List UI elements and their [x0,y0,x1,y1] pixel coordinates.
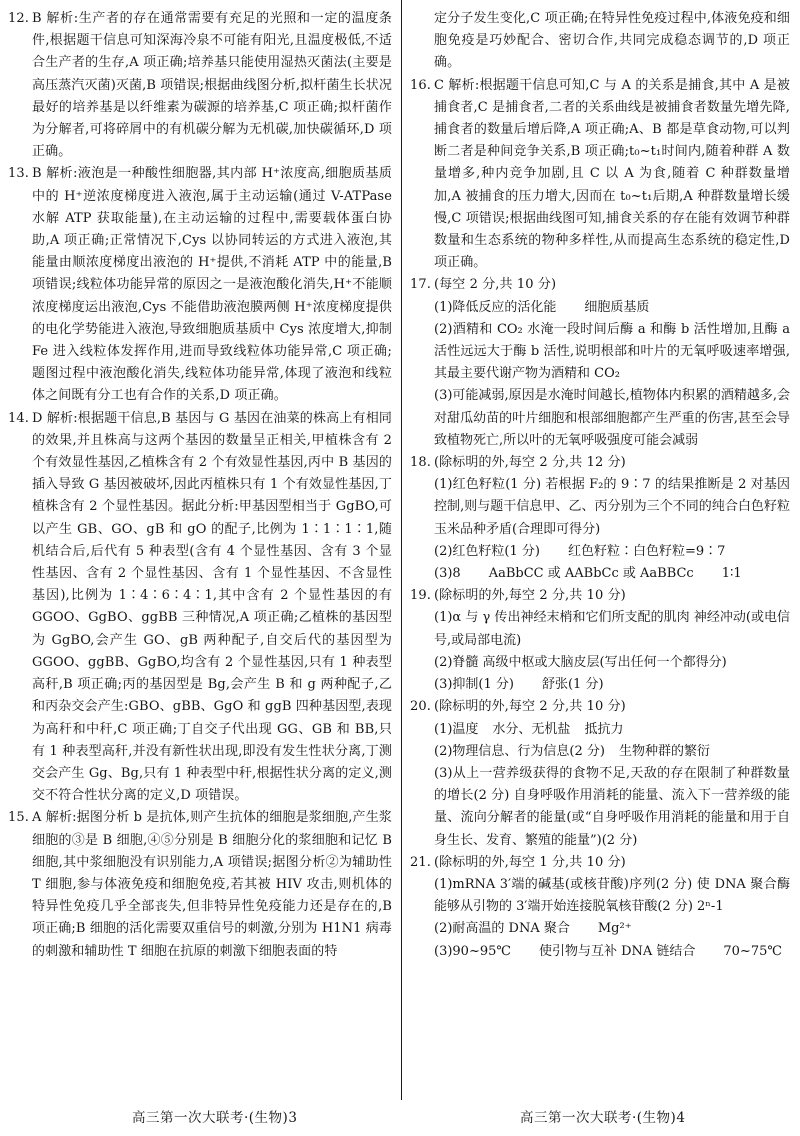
answer-12 [8,8,392,163]
answer-16 [410,75,790,275]
answer-20-part-1 [410,719,790,741]
answer-19 [410,585,790,607]
column-divider [401,0,402,1100]
answer-18 [410,452,790,474]
scoring-note: (除标明的外,每空 1 分,共 10 分) [434,854,626,870]
answer-text: 抵抗力 [584,721,624,737]
answer-text: 70~75℃ [723,943,782,959]
answer-21-part-3 [410,941,790,963]
page-footer-right: 高三第一次大联考·(生物)4 [520,1110,686,1126]
answer-text: (1)降低反应的活化能 [434,299,557,315]
right-column [410,8,790,963]
answer-text: A 解析:据图分析 b 是抗体,则产生抗体的细胞是浆细胞,产生浆细胞的③是 B 细胞,④⑤分别是 B 细胞分化的浆细胞和记忆 B 细胞,其中浆细胞没有识别能力,A 项错误;据图分析②为辅助性 T 细胞,参与体液免疫和细胞免疫,若其被 HIV 攻击,则机体的特异性免疫几乎全部丧失,但非特异性免疫能力还是存在的,B 项正确;B 细胞的活化需要双重信号的刺激,分别为 H1N1 病毒的刺激和辅助性 T 细胞在抗原的刺激下细胞表面的特 [32,810,392,959]
answer-13 [8,163,392,407]
answer-19-part-3 [410,674,790,696]
answer-text: Mg²⁺ [597,921,632,937]
answer-text: (2)物理信息、行为信息(2 分) [434,743,605,759]
answer-text: 1∶1 [721,566,742,582]
question-number: 18. [410,455,431,471]
answer-21-part-1: (1)mRNA 3′端的碱基(或核苷酸)序列(2 分) 使 DNA 聚合酶能够从引物的 3′端开始连接脱氧核苷酸(2 分) 2ⁿ-1 [434,876,790,915]
scoring-note: (除标明的外,每空 2 分,共 10 分) [434,699,626,715]
question-number: 13. [8,166,29,182]
answer-18-part-1: (1)红色籽粒(1 分) 若根据 F₂的 9∶7 的结果推断是 2 对基因控制,则与题干信息甲、乙、丙分别为三个不同的纯合白色籽粒玉米品种矛盾(合理即可得分) [434,477,790,537]
answer-text: (1)温度 [434,721,479,737]
scoring-note: (除标明的外,每空 2 分,共 12 分) [434,455,626,471]
answer-17-part-1 [410,297,790,319]
page-footer-left: 高三第一次大联考·(生物)3 [132,1110,298,1126]
answer-17-part-2: (2)酒精和 CO₂ 水淹一段时间后酶 a 和酶 b 活性增加,且酶 a 活性远远大于酶 b 活性,说明根部和叶片的无氧呼吸速率增强,其最主要代谢产物为酒精和 CO₂ [434,321,790,382]
answer-20 [410,696,790,718]
question-number: 19. [410,588,431,604]
answer-text: 舒张(1 分) [541,677,604,693]
answer-text: 水分、无机盐 [492,721,571,737]
answer-21-part-2 [410,918,790,940]
answer-text: 生物种群的繁衍 [618,743,710,759]
answer-18-part-2 [410,541,790,563]
question-number: 15. [8,810,29,826]
answer-20-part-3: (3)从上一营养级获得的食物不足,天敌的存在限制了种群数量的增长(2 分) 自身呼吸作用消耗的能量、流入下一营养级的能量、流向分解者的能量(或“自身呼吸作用消耗的能量和用于自身生长、发育、繁殖的能量”)(2 分) [434,765,790,848]
answer-text: (3)90~95℃ [434,943,511,959]
answer-21 [410,852,790,874]
question-number: 20. [410,699,431,715]
question-number: 16. [410,77,431,93]
answer-text: (3)抑制(1 分) [434,677,514,693]
answer-text: 细胞质基质 [584,299,650,315]
answer-text: B 解析:液泡是一种酸性细胞器,其内部 H⁺浓度高,细胞质基质中的 H⁺逆浓度梯度进入液泡,属于主动运输(通过 V-ATPase 水解 ATP 获取能量),在主动运输的过程中,需要载体蛋白协助,A 项正确;正常情况下,Cys 以协同转运的方式进入液泡,其能量由顺浓度梯度出液泡的 H⁺提供,不消耗 ATP 中的能量,B 项错误;线粒体功能异常的原因之一是液泡酸化消失,H⁺不能顺浓度梯度运出液泡,Cys 不能借助液泡膜两侧 H⁺浓度梯度提供的电化学势能进入液泡,导致细胞质基质中 Cys 浓度增大,抑制 Fe 进入线粒体发挥作用,进而导致线粒体功能异常,C 项正确;题图过程中液泡酸化消失,线粒体功能异常,体现了液泡和线粒体之间既有分工也有合作的关系,D 项正确。 [32,166,392,404]
answer-19-part-2: (2)脊髓 高级中枢或大脑皮层(写出任何一个都得分) [434,654,727,670]
answer-text: D 解析:根据题干信息,B 基因与 G 基因在油菜的株高上有相同的效果,并且株高与这两个基因的数量呈正相关,甲植株含有 2 个有效显性基因,乙植株含有 2 个有效显性基因,丙中 B 基因的插入导致 G 基因被破坏,因此丙植株只有 1 个有效显性基因,丁植株含有 2 个显性基因。据此分析:甲基因型相当于 GgBO,可以产生 GB、GO、gB 和 gO 的配子,比例为 1∶1∶1∶1,随机结合后,后代有 5 种表型(含有 4 个显性基因、含有 3 个显性基因、含有 2 个显性基因、含有 1 个显性基因、不含显性基因),比例为 1∶4∶6∶4∶1,其中含有 2 个显性基因的有 GGOO、GgBO、ggBB 三种情况,A 项正确;乙植株的基因型为 GgBO,会产生 GO、gB 两种配子,自交后代的基因型为 GGOO、ggBB、GgBO,均含有 2 个显性基因,只有 1 种表型高秆,B 项正确;丙的基因型是 Bg,会产生 B 和 g 两种配子,乙和丙杂交会产生:GBO、gBB、GgO 和 ggB 四种基因型,表现为高秆和中秆,C 项正确;丁自交子代出现 GG、GB 和 BB,只有 1 种表型高秆,并没有新性状出现,即没有发生性状分离,丁测交会产生 Gg、Bg,只有 1 种表型中秆,根据性状分离的定义,测交不符合性状分离的定义,D 项错误。 [32,410,392,804]
scoring-note: (除标明的外,每空 2 分,共 10 分) [434,588,626,604]
answer-19-part-1: (1)α 与 γ 传出神经末梢和它们所支配的肌肉 神经冲动(或电信号,或局部电流) [434,610,790,648]
question-number: 17. [410,277,431,293]
answer-text: (3)8 [434,566,461,582]
question-number: 14. [8,410,29,426]
answer-20-part-2 [410,741,790,763]
answer-17-part-3: (3)可能减弱,原因是水淹时间越长,植物体内积累的酒精越多,会对甜瓜幼苗的叶片细胞和根部细胞都产生严重的伤害,甚至会导致植物死亡,所以叶的无氧呼吸强度可能会减弱 [434,388,790,448]
question-number: 21. [410,854,431,870]
answer-15-continued: 定分子发生变化,C 项正确;在特异性免疫过程中,体液免疫和细胞免疫是巧妙配合、密切合作,共同完成稳态调节的,D 项正确。 [434,11,790,71]
answer-18-part-3 [410,563,790,585]
question-number: 12. [8,11,29,26]
answer-text: (2)红色籽粒(1 分) [434,543,540,559]
answer-text: 红色籽粒∶白色籽粒=9∶7 [567,543,726,559]
answer-17 [410,274,790,296]
answer-14 [8,408,392,808]
answer-text: B 解析:生产者的存在通常需要有充足的光照和一定的温度条件,根据题干信息可知深海冷泉不可能有阳光,且温度极低,不适合生产者的生存,A 项正确;培养基只能使用湿热灭菌法(主要是高压蒸汽灭菌)灭菌,B 项错误;根据曲线图分析,拟杆菌生长状况最好的培养基是以纤维素为碳源的培养基,C 项正确;拟杆菌作为分解者,可将碎屑中的有机碳分解为无机碳,加快碳循环,D 项正确。 [32,11,392,160]
answer-text: C 解析:根据题干信息可知,C 与 A 的关系是捕食,其中 A 是被捕食者,C 是捕食者,二者的关系曲线是被捕食者数量先增先降,捕食者的数量后增后降,A 项正确;A、B 都是草食动物,可以判断二者是种间竞争关系,B 项正确;t₀~t₁时间内,随着种群 A 数量增多,种内竞争加剧,且 C 以 A 为食,随着 C 种群数量增加,A 被捕食的压力增大,因而在 t₀~t₁后期,A 种群数量增长缓慢,C 项错误;根据曲线图可知,捕食关系的存在能有效调节种群数量和生态系统的物种多样性,从而提高生态系统的稳定性,D 项正确。 [434,77,790,271]
answer-text: 使引物与互补 DNA 链结合 [538,943,696,959]
answer-text: (2)耐高温的 DNA 聚合 [434,921,570,937]
left-column [8,8,392,963]
scoring-note: (每空 2 分,共 10 分) [434,277,557,293]
answer-15 [8,807,392,962]
answer-text: AaBbCC 或 AABbCc 或 AaBBCc [488,566,694,582]
